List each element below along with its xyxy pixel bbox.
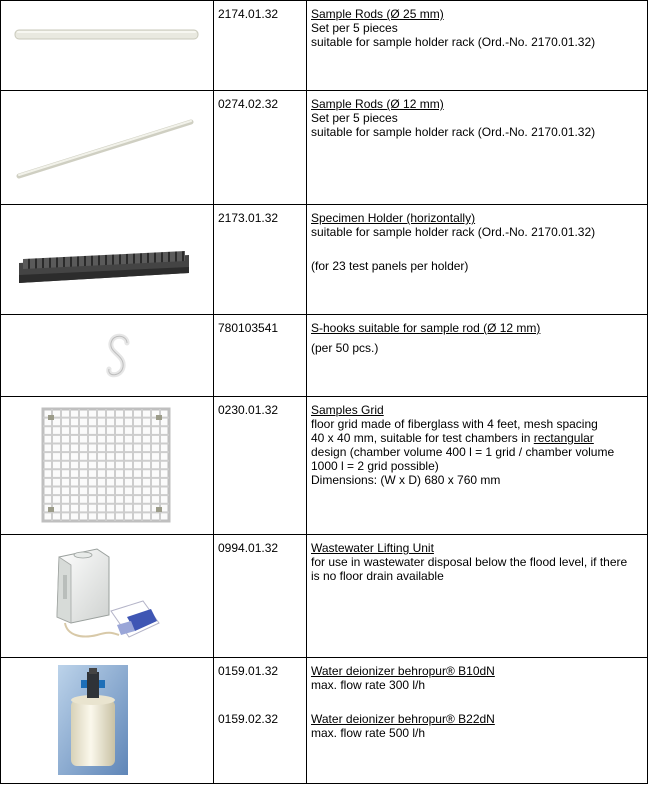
description-line: max. flow rate 300 l/h (311, 678, 426, 692)
product-title: Water deionizer behropur® B10dN (311, 664, 495, 678)
description-line (311, 431, 647, 445)
description-line: suitable for sample holder rack (Ord.-No. 2170.01.32) (311, 35, 596, 49)
description-line: 1000 l = 2 grid possible) (311, 459, 439, 473)
description-line: Set per 5 pieces (311, 21, 398, 35)
table-row (1, 397, 648, 535)
description-line: suitable for sample holder rack (Ord.-No. 2170.01.32) (311, 225, 596, 239)
product-description (307, 535, 648, 658)
product-title: Sample Rods (Ø 12 mm) (311, 97, 444, 111)
table-row (1, 1, 648, 91)
description-line: Set per 5 pieces (311, 111, 398, 125)
order-number: 0159.02.32 (218, 712, 279, 726)
product-description (307, 91, 648, 205)
order-number: 0274.02.32 (214, 91, 307, 205)
description-line: design (chamber volume 400 l = 1 grid / chamber volume (311, 445, 615, 459)
product-image-cell (1, 315, 214, 397)
product-title: Sample Rods (Ø 25 mm) (311, 7, 444, 21)
description-line: for use in wastewater disposal below the flood level, if there (311, 555, 628, 569)
order-number: 0159.01.32 (218, 664, 279, 678)
product-description (307, 397, 648, 535)
description-line: (per 50 pcs.) (311, 341, 379, 355)
order-number: 2174.01.32 (214, 1, 307, 91)
product-image-cell (1, 658, 214, 784)
table-row (1, 658, 648, 784)
table-row (1, 535, 648, 658)
product-image-cell (1, 205, 214, 315)
order-number: 2173.01.32 (214, 205, 307, 315)
sample-rod-12mm-image (1, 91, 213, 205)
order-number: 0230.01.32 (214, 397, 307, 535)
description-line: floor grid made of fiberglass with 4 feet, mesh spacing (311, 417, 598, 431)
product-title: Water deionizer behropur® B22dN (311, 712, 495, 726)
order-number-cell (214, 658, 307, 784)
product-image-cell (1, 91, 214, 205)
product-title: Wastewater Lifting Unit (311, 541, 434, 555)
description-text: 40 x 40 mm, suitable for test chambers in (311, 431, 534, 445)
product-title: Specimen Holder (horizontally) (311, 211, 476, 225)
sample-rod-25mm-image (1, 1, 213, 91)
product-image-cell (1, 535, 214, 658)
description-line: suitable for sample holder rack (Ord.-No. 2170.01.32) (311, 125, 596, 139)
product-title: Samples Grid (311, 403, 384, 417)
water-deionizer-image (1, 658, 213, 784)
wastewater-lifting-unit-image (1, 535, 213, 658)
product-description (307, 315, 648, 397)
samples-grid-image (1, 397, 213, 535)
s-hook-image (1, 315, 213, 397)
table-row (1, 315, 648, 397)
product-description (307, 658, 648, 784)
description-text-underlined: rectangular (533, 431, 594, 445)
product-description (307, 205, 648, 315)
product-image-cell (1, 397, 214, 535)
product-description (307, 1, 648, 91)
description-line: is no floor drain available (311, 569, 444, 583)
product-title: S-hooks suitable for sample rod (Ø 12 mm) (311, 321, 541, 335)
order-number: 0994.01.32 (214, 535, 307, 658)
description-line: (for 23 test panels per holder) (311, 259, 469, 273)
table-row (1, 91, 648, 205)
product-image-cell (1, 1, 214, 91)
order-number: 780103541 (214, 315, 307, 397)
table-row (1, 205, 648, 315)
description-line: Dimensions: (W x D) 680 x 760 mm (311, 473, 501, 487)
description-line: max. flow rate 500 l/h (311, 726, 426, 740)
specimen-holder-image (1, 205, 213, 315)
